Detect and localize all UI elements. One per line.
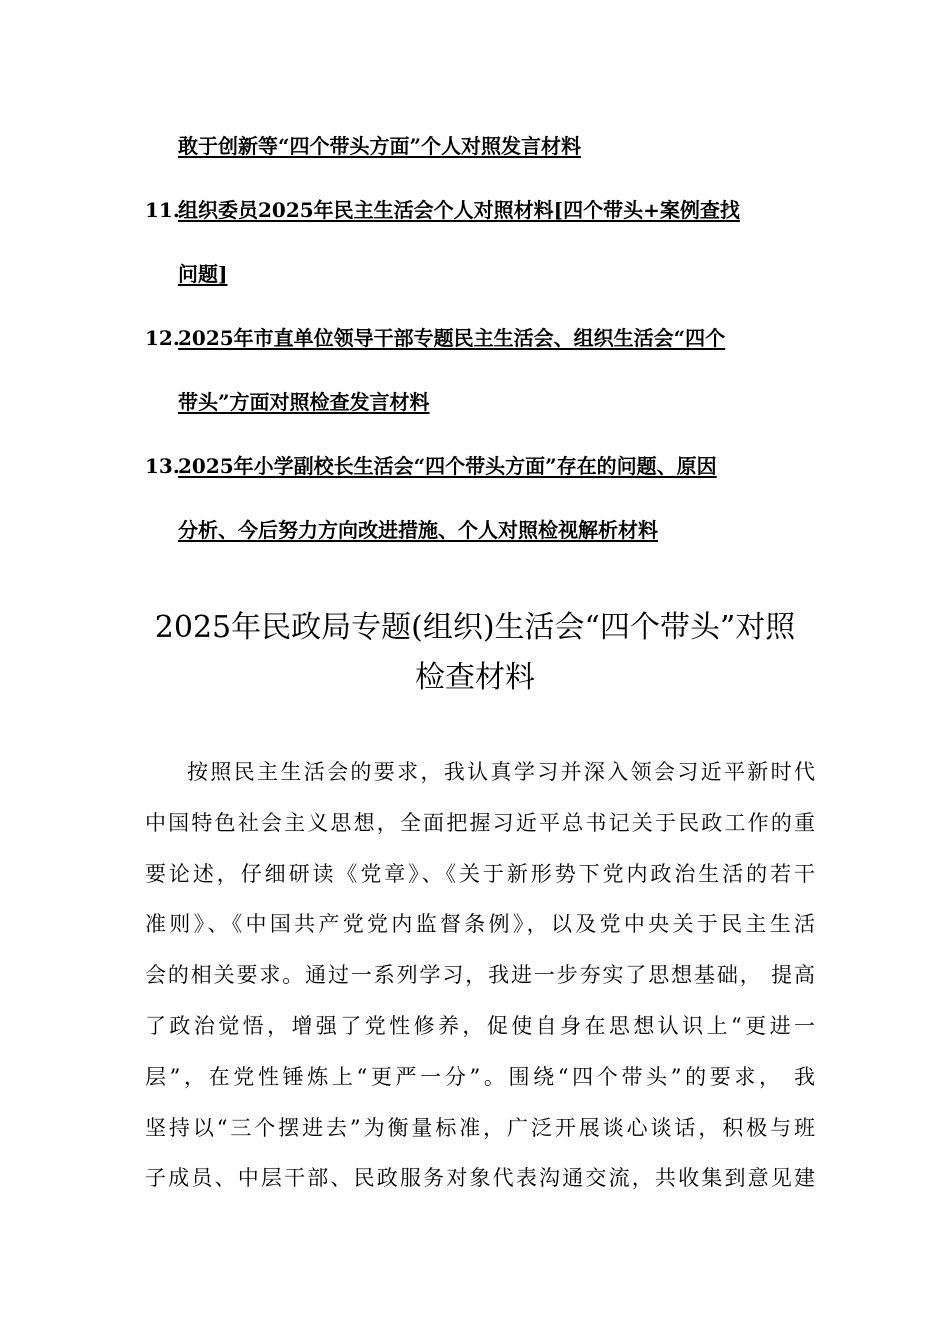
toc-item-line[interactable]: 2025年小学副校长生活会“四个带头方面”存在的问题、原因 — [178, 454, 717, 478]
toc-continuation-line[interactable]: 敢于创新等“四个带头方面”个人对照发言材料 — [178, 134, 582, 158]
toc-item-line[interactable]: 分析、今后努力方向改进措施、个人对照检视解析材料 — [178, 518, 658, 542]
article-body-paragraph — [145, 758, 815, 1215]
toc-item-link[interactable] — [178, 324, 815, 416]
toc-item-11[interactable] — [145, 196, 815, 288]
table-of-contents — [145, 132, 815, 544]
body-line: 会的相关要求。通过一系列学习，我进一步夯实了思想基础， 提高 — [145, 963, 815, 988]
toc-item-link[interactable] — [178, 196, 815, 288]
toc-item-line[interactable]: 问题] — [178, 262, 228, 286]
body-line: 按照民主生活会的要求，我认真学习并深入领会习近平新时代 — [187, 760, 815, 784]
article-title-line: 2025年民政局专题(组织)生活会“四个带头”对照 — [154, 610, 796, 645]
body-line: 准则》、《中国共产党党内监督条例》，以及党中央关于民主生活 — [145, 912, 815, 937]
toc-item-number: 12. — [145, 326, 180, 350]
article-title — [120, 603, 830, 703]
body-line: 要论述，仔细研读《党章》、《关于新形势下党内政治生活的若干 — [145, 861, 815, 886]
body-line: 中国特色社会主义思想，全面把握习近平总书记关于民政工作的重 — [145, 810, 815, 835]
body-line: 层”，在党性锤炼上“更严一分”。围绕“四个带头”的要求， 我 — [145, 1064, 815, 1089]
article-title-line: 检查材料 — [415, 660, 535, 695]
body-line: 坚持以“三个摆进去”为衡量标准，广泛开展谈心谈话，积极与班 — [145, 1115, 815, 1140]
toc-item-line[interactable]: 带头”方面对照检查发言材料 — [178, 390, 430, 414]
toc-item-line[interactable]: 2025年市直单位领导干部专题民主生活会、组织生活会“四个 — [178, 326, 726, 350]
toc-item-line[interactable]: 组织委员2025年民主生活会个人对照材料[四个带头+案例查找 — [178, 198, 740, 222]
toc-item-number: 13. — [145, 454, 180, 478]
body-line: 了政治觉悟，增强了党性修养，促使自身在思想认识上“更进一 — [145, 1013, 815, 1038]
toc-item-number: 11. — [145, 198, 180, 222]
toc-item-12[interactable] — [145, 324, 815, 416]
body-line: 子成员、中层干部、民政服务对象代表沟通交流，共收集到意见建 — [145, 1166, 815, 1191]
toc-item-link[interactable] — [178, 452, 815, 544]
toc-item-13[interactable] — [145, 452, 815, 544]
